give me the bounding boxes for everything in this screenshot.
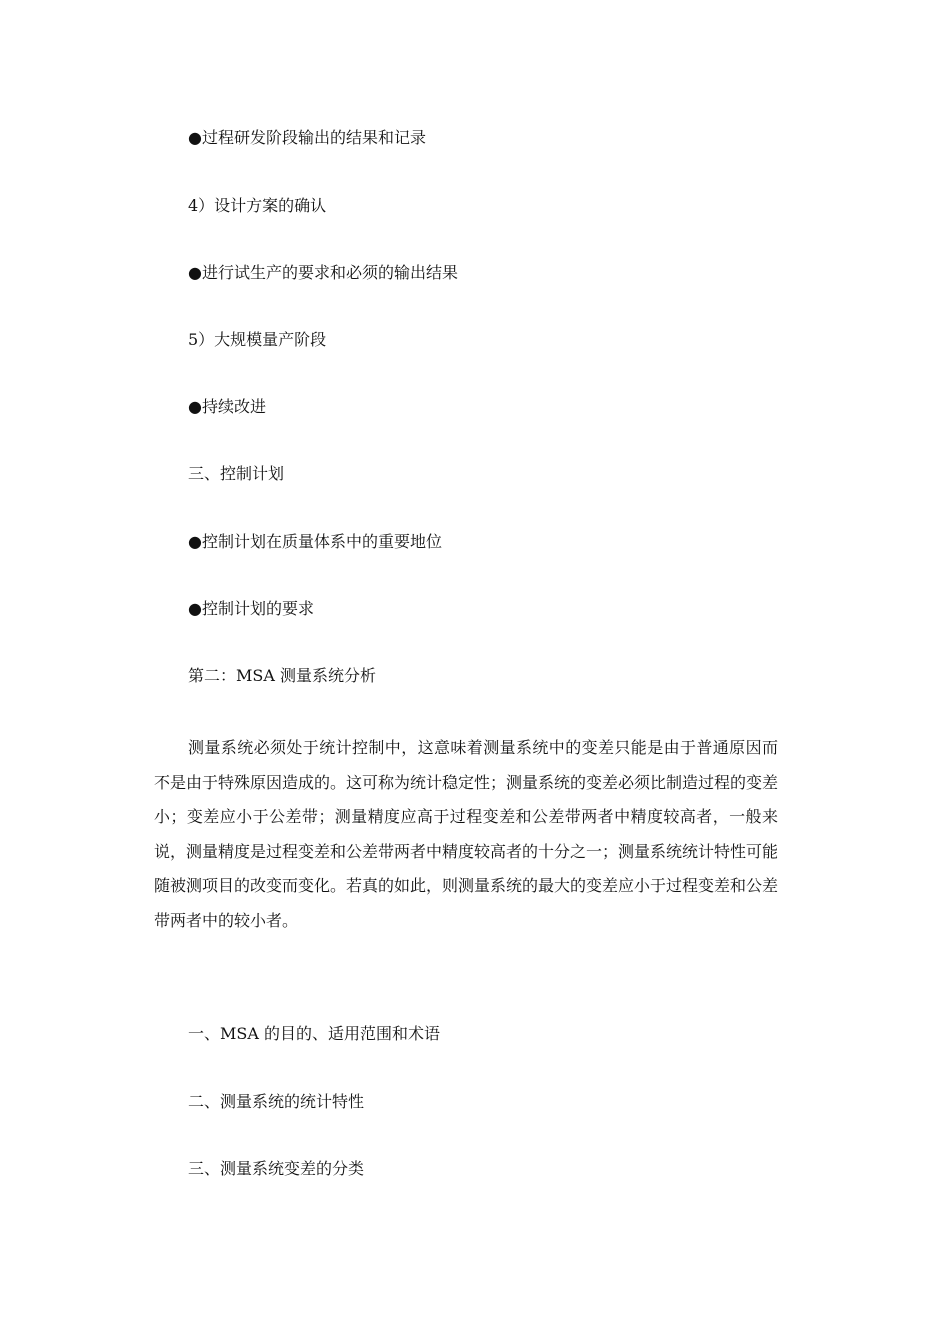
bullet-control-plan-requirements: ●控制计划的要求 — [188, 599, 314, 618]
section-msa-purpose: 一、MSA 的目的、适用范围和术语 — [188, 1024, 440, 1043]
bullet-continuous-improvement: ●持续改进 — [188, 397, 266, 416]
bullet-process-dev-output: ●过程研发阶段输出的结果和记录 — [188, 128, 426, 147]
item-mass-production: 5）大规模量产阶段 — [188, 330, 327, 349]
section-statistical-properties: 二、测量系统的统计特性 — [188, 1092, 365, 1111]
bullet-trial-production: ●进行试生产的要求和必须的输出结果 — [188, 263, 458, 282]
item-design-confirmation: 4）设计方案的确认 — [188, 196, 327, 215]
heading-msa: 第二：MSA 测量系统分析 — [188, 666, 376, 685]
section-variation-classification: 三、测量系统变差的分类 — [188, 1159, 365, 1178]
bullet-control-plan-importance: ●控制计划在质量体系中的重要地位 — [188, 532, 442, 551]
heading-control-plan: 三、控制计划 — [188, 464, 285, 483]
msa-paragraph: 测量系统必须处于统计控制中，这意味着测量系统中的变差只能是由于普通原因而不是由于特殊原因造成的。这可称为统计稳定性；测量系统的变差必须比制造过程的变差小；变差应小于公差带；测量精度应高于过程变差和公差带两者中精度较高者，一般来说，测量精度是过程变差和公差带两者中精度较高者的十分之一；测量系统统计特性可能随被测项目的改变而变化。若真的如此，则测量系统的最大的变差应小于过程变差和公差带两者中的较小者。 — [154, 738, 779, 930]
